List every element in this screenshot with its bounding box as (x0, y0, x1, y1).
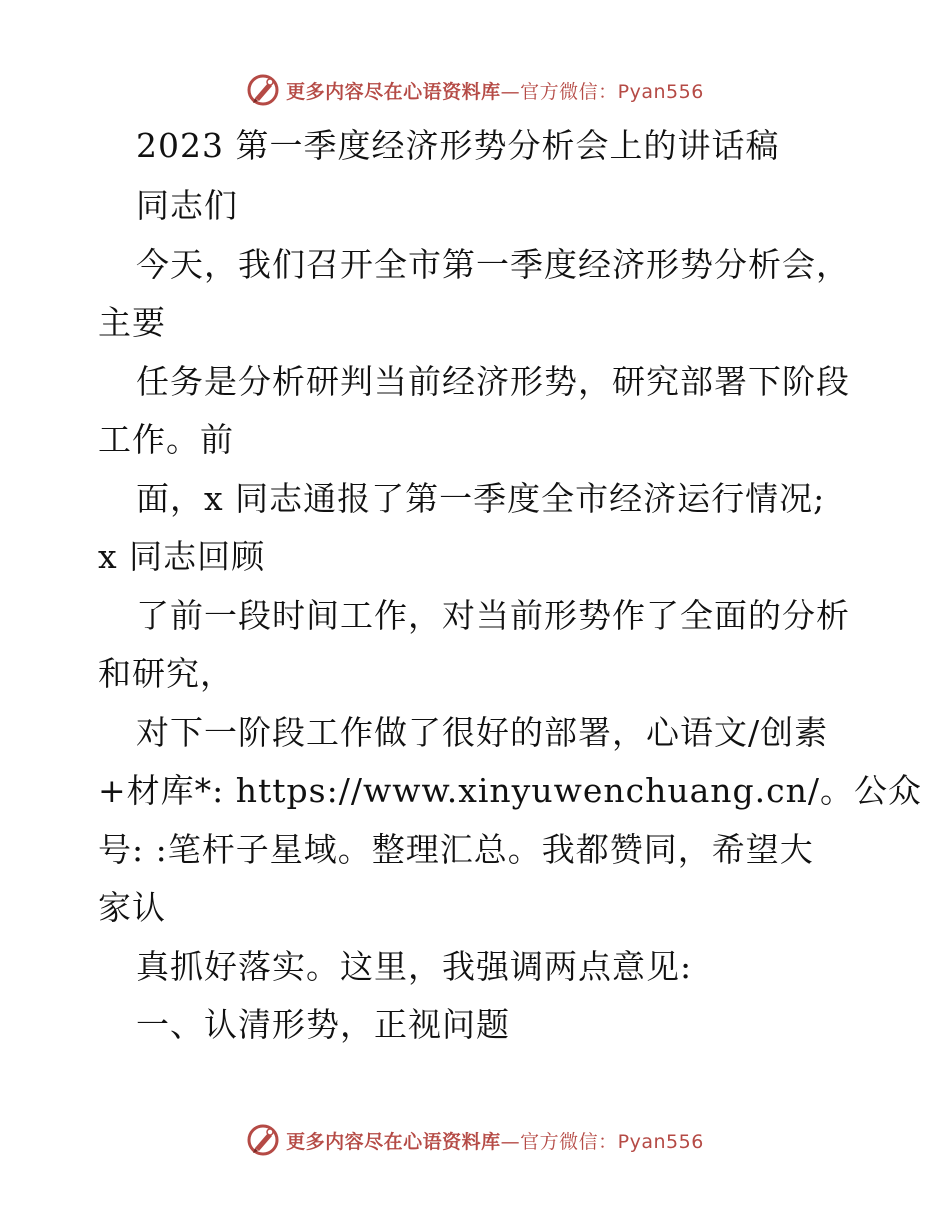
footer-watermark (0, 1120, 950, 1160)
watermark-main-text: 更多内容尽在心语资料库 (286, 1130, 501, 1153)
pen-logo-icon (246, 1123, 280, 1157)
watermark-dash: — (500, 1130, 521, 1153)
text-line: +材库*: https://www.xinyuwenchuang.cn/。公众 (98, 771, 922, 810)
text-line: 家认 (98, 888, 166, 927)
text-line: 对下一阶段工作做了很好的部署，心语文/创素 (136, 713, 829, 752)
watermark-dash: — (500, 80, 521, 103)
section-heading: 一、认清形势，正视问题 (136, 1005, 510, 1044)
header-watermark (0, 70, 950, 110)
text-line: x 同志回顾 (98, 537, 266, 576)
document-title: 2023 第一季度经济形势分析会上的讲话稿 (136, 126, 780, 165)
watermark-main-text: 更多内容尽在心语资料库 (286, 80, 501, 103)
text-line: 真抓好落实。这里，我强调两点意见: (136, 947, 693, 986)
text-line: 了前一段时间工作，对当前形势作了全面的分析 (136, 596, 850, 635)
text-line: 今天，我们召开全市第一季度经济形势分析会， (136, 245, 850, 284)
text-line: 主要 (98, 303, 166, 342)
text-line: 工作。前 (98, 420, 234, 459)
text-line: 号: :笔杆子星域。整理汇总。我都赞同，希望大 (98, 830, 814, 869)
watermark-text (286, 77, 704, 104)
text-line: 任务是分析研判当前经济形势，研究部署下阶段 (136, 362, 850, 401)
watermark-text (286, 1127, 704, 1154)
watermark-wechat-text: 官方微信：Pyan556 (520, 80, 704, 103)
watermark-wechat-text: 官方微信：Pyan556 (520, 1130, 704, 1153)
text-line: 和研究， (98, 654, 234, 693)
text-line: 面，x 同志通报了第一季度全市经济运行情况; (136, 479, 826, 518)
pen-logo-icon (246, 73, 280, 107)
text-line: 同志们 (136, 186, 238, 225)
